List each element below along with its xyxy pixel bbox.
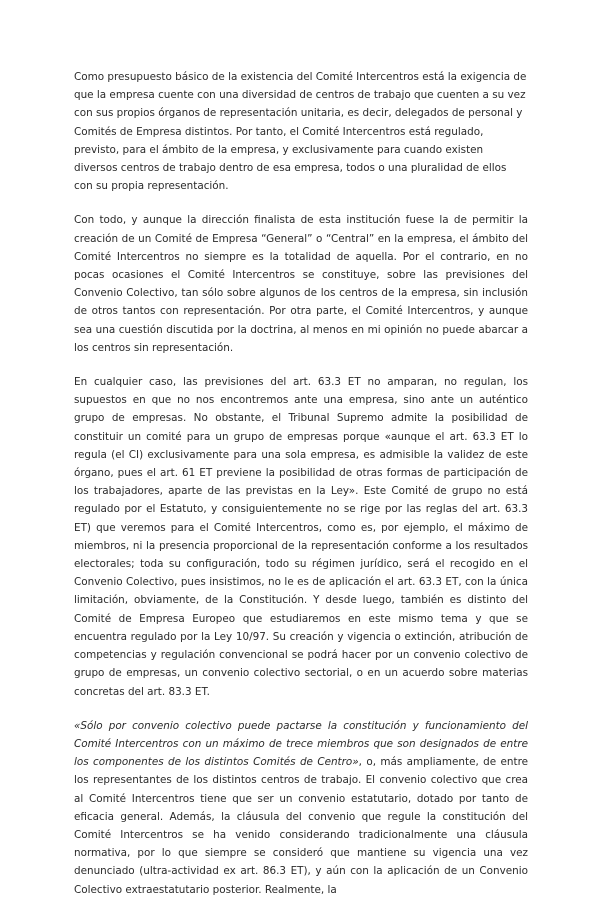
- paragraph-3: En cualquier caso, las previsiones del art. 63.3 ET no amparan, no regulan, los supuestos en que no nos encontremos ante una empresa, sino ante un auténtico grupo de empresas. No obstante, el Tribunal Supremo admite la posibilidad de constituir un comité para un grupo de empresas porque «aunque el art. 63.3 ET lo regula (el CI) exclusivamente para una sola empresa, es admisible la validez de este órgano, pues el art. 61 ET previene la posibilidad de otras formas de participación de los trabajadores, aparte de las previstas en la Ley». Este Comité de grupo no está regulado por el Estatuto, y consiguientemente no se rige por las reglas del art. 63.3 ET) que veremos para el Comité Intercentros, como es, por ejemplo, el máximo de miembros, ni la presencia proporcional de la representación conforme a los resultados electorales; toda su configuración, todo su régimen jurídico, será el recogido en el Convenio Colectivo, pues insistimos, no le es de aplicación el art. 63.3 ET, con la única limitación, obviamente, de la Constitución. Y desde luego, también es distinto del Comité de Empresa Europeo que estudiaremos en este mismo tema y que se encuentra regulado por la Ley 10/97. Su creación y vigencia o extinción, atribución de competencias y regulación convencional se podrá hacer por un convenio colectivo de grupo de empresas, un convenio colectivo sectorial, o en un acuerdo sobre materias concretas del art. 83.3 ET.: [74, 376, 528, 698]
- paragraph-1: Como presupuesto básico de la existencia del Comité Intercentros está la exigencia de que la empresa cuente con una diversidad de centros de trabajo que cuenten a su vez con sus propios órganos de representación unitaria, es decir, delegados de personal y Comités de Empresa distintos. Por tanto, el Comité Intercentros está regulado, previsto, para el ámbito de la empresa, y exclusivamente para cuando existen diversos centros de trabajo dentro de esa empresa, todos o una pluralidad de ellos con su propia representación.: [74, 71, 527, 193]
- paragraph-2: Con todo, y aunque la dirección finalista de esta institución fuese la de permitir la creación de un Comité de Empresa “General” o “Central” en la empresa, el ámbito del Comité Intercentros no siempre es la totalidad de aquella. Por el contrario, en no pocas ocasiones el Comité Intercentros se constituye, sobre las previsiones del Convenio Colectivo, tan sólo sobre algunos de los centros de la empresa, sin inclusión de otros tantos con representación. Por otra parte, el Comité Intercentros, y aunque sea una cuestión discutida por la doctrina, al menos en mi opinión no puede abarcar a los centros sin representación.: [74, 214, 528, 354]
- document-page: [74, 68, 528, 915]
- paragraph-4: [74, 717, 528, 899]
- paragraph-4-rest: , o, más ampliamente, de entre los representantes de los distintos centros de trabajo. El convenio colectivo que crea al Comité Intercentros tiene que ser un convenio estatutario, dotado por tanto de eficacia general. Además, la cláusula del convenio que regule la constitución del Comité Intercentros se ha venido considerando tradicionalmente una cláusula normativa, por lo que siempre se consideró que mantiene su vigencia una vez denunciado (ultra-actividad ex art. 86.3 ET), y aún con la aplicación de un Convenio Colectivo extraestatutario posterior. Realmente, la: [74, 756, 529, 896]
- quoted-text: «Sólo por convenio colectivo puede pactarse la constitución y funcionamiento del Comité Intercentros con un máximo de trece miembros que son designados de entre los componentes de los distintos Comités de Centro»: [74, 719, 528, 769]
